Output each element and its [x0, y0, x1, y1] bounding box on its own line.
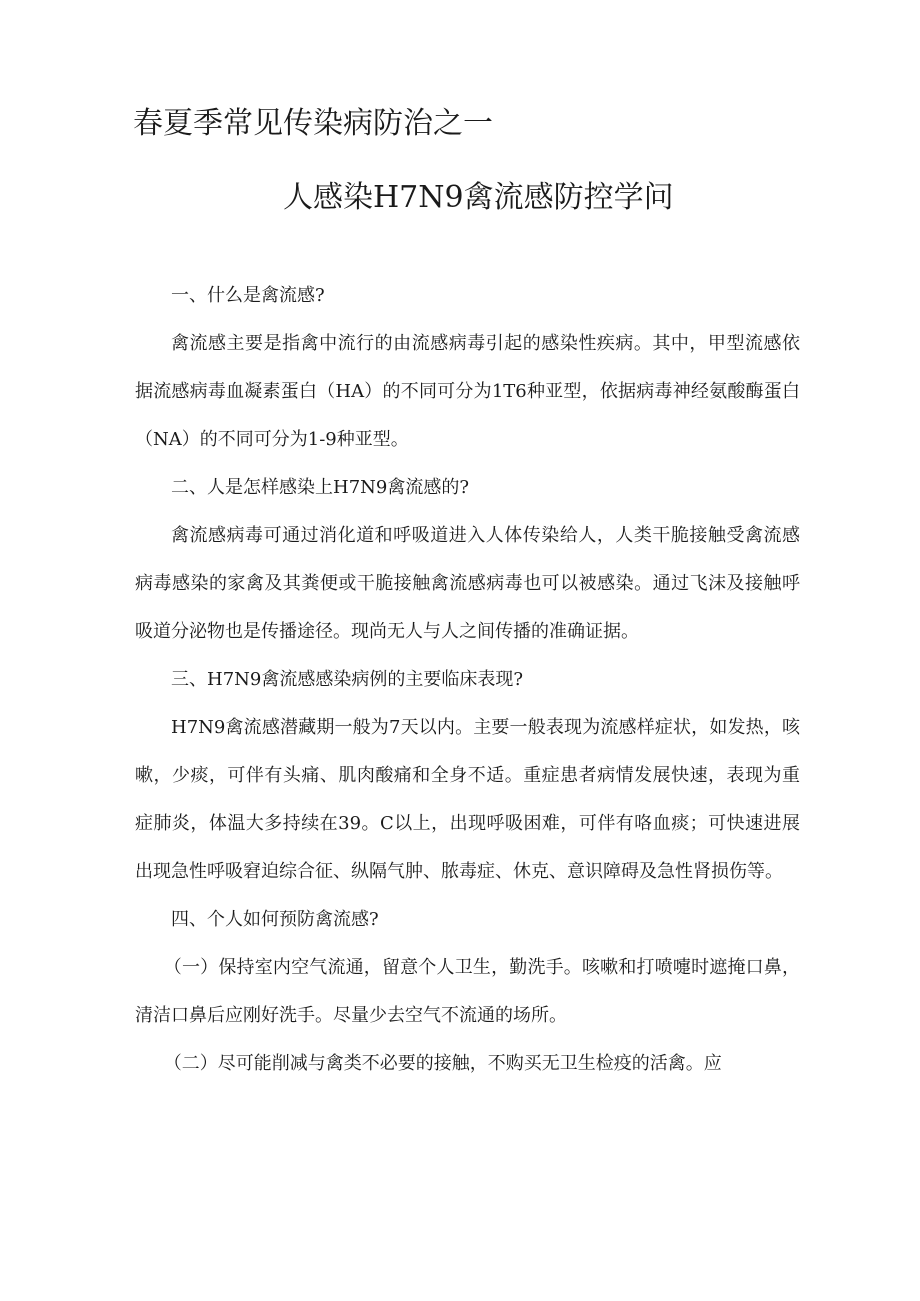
- document-body: [135, 272, 800, 1088]
- document-title-line2: 人感染H7N9禽流感防控学问: [283, 180, 674, 215]
- section-heading: 二、人是怎样感染上H7N9禽流感的?: [171, 477, 470, 498]
- section-heading: 三、H7N9禽流感感染病例的主要临床表现?: [171, 669, 524, 690]
- section-heading: 四、个人如何预防禽流感?: [171, 909, 379, 930]
- section-paragraph: 禽流感病毒可通过消化道和呼吸道进入人体传染给人，人类干脆接触受禽流感病毒感染的家禽及其粪便或干脆接触禽流感病毒也可以被感染。通过飞沫及接触呼吸道分泌物也是传播途径。现尚无人与人之间传播的准确证据。: [135, 525, 800, 642]
- section-paragraph: （一）保持室内空气流通，留意个人卫生，勤洗手。咳嗽和打喷嚏时遮掩口鼻，清洁口鼻后应刚好洗手。尽量少去空气不流通的场所。: [135, 957, 800, 1026]
- document-title-line1: 春夏季常见传染病防治之一: [133, 106, 493, 141]
- section-paragraph: H7N9禽流感潜藏期一般为7天以内。主要一般表现为流感样症状，如发热，咳嗽，少痰，可伴有头痛、肌肉酸痛和全身不适。重症患者病情发展快速，表现为重症肺炎，体温大多持续在39。C以上，出现呼吸困难，可伴有咯血痰；可快速进展出现急性呼吸窘迫综合征、纵隔气肿、脓毒症、休克、意识障碍及急性肾损伤等。: [135, 717, 800, 882]
- section-heading: 一、什么是禽流感?: [171, 285, 325, 306]
- section-paragraph: 禽流感主要是指禽中流行的由流感病毒引起的感染性疾病。其中，甲型流感依据流感病毒血凝素蛋白（HA）的不同可分为1T6种亚型，依据病毒神经氨酸酶蛋白（NA）的不同可分为1-9种亚型。: [135, 333, 800, 450]
- section-paragraph: （二）尽可能削减与禽类不必要的接触，不购买无卫生检疫的活禽。应: [163, 1053, 722, 1074]
